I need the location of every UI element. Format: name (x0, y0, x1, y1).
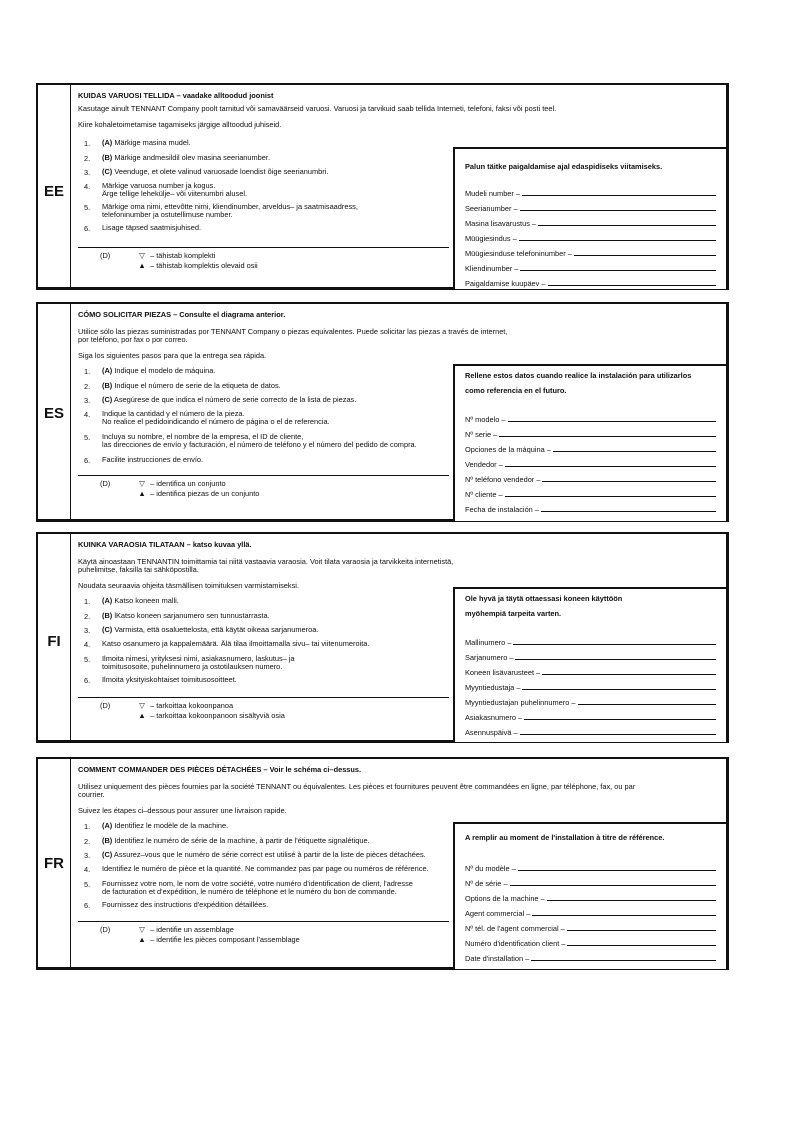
form-field[interactable] (465, 410, 716, 424)
field-input-line[interactable] (567, 945, 716, 946)
step-text (102, 168, 328, 176)
field-label: Koneen lisävarusteet – (465, 668, 541, 677)
step-text (102, 640, 369, 648)
divider (78, 921, 449, 922)
form-field[interactable] (465, 214, 716, 228)
installation-record-form (453, 364, 728, 521)
step-line-1: Assurez–vous que le numéro de série correct est utilisé à partir de la liste de pièces détachées. (112, 850, 426, 859)
step-line-2: de facturation et d'expédition, le numéro de téléphone et le numéro du bon de commande. (102, 887, 397, 897)
step-text (102, 154, 270, 162)
step-label: (A) (102, 821, 113, 830)
field-input-line[interactable] (518, 870, 716, 871)
language-code: FR (44, 855, 64, 872)
field-label: Opciones de la máquina – (465, 445, 551, 454)
step-number: 5. (84, 655, 91, 664)
legend-assembly-text: – tarkoittaa kokoonpanoa (150, 701, 234, 710)
step-line-1: Lisage täpsed saatmisjuhised. (102, 223, 202, 232)
field-input-line[interactable] (522, 195, 716, 196)
form-title: Rellene estos datos cuando realice la instalación para utilizarlos (465, 371, 692, 380)
legend-key: (D) (100, 479, 111, 488)
step-label: (A) (102, 366, 113, 375)
section-ee (36, 83, 729, 290)
field-input-line[interactable] (542, 674, 716, 675)
field-input-line[interactable] (578, 704, 716, 705)
legend-assembly-text: – identifica un conjunto (150, 479, 226, 488)
step-line-1: Fournissez des instructions d'expédition détaillées. (102, 900, 269, 909)
intro-text: Käytä ainoastaan TENNANTIN toimittamia tai niitä vastaavia varaosia. Voit tilata varaosia ja tarvikkeita internetistä, (78, 557, 454, 566)
legend-assembly-text: – identifie un assemblage (150, 925, 234, 934)
legend-key: (D) (100, 701, 111, 710)
step-number: 2. (84, 612, 91, 621)
field-label: Sarjanumero – (465, 653, 514, 662)
field-input-line[interactable] (510, 885, 716, 886)
step-number: 4. (84, 640, 91, 649)
lead-text: Suivez les étapes ci–dessous pour assurer une livraison rapide. (78, 806, 287, 815)
step-number: 5. (84, 203, 91, 212)
form-title: como referencia en el futuro. (465, 386, 567, 395)
step-number: 2. (84, 382, 91, 391)
section-title: KUINKA VARAOSIA TILATAAN – katso kuvaa yllä. (78, 540, 252, 549)
step-text (102, 822, 228, 830)
step-label: (C) (102, 625, 113, 634)
field-label: Agent commercial – (465, 909, 531, 918)
legend-row-parts (136, 489, 259, 498)
open-triangle-icon: ▽ (139, 479, 145, 488)
field-label: Fecha de instalación – (465, 505, 539, 514)
step-label: (C) (102, 850, 113, 859)
form-field[interactable] (465, 199, 716, 213)
field-input-line[interactable] (542, 481, 716, 482)
field-input-line[interactable] (522, 689, 716, 690)
step-number: 3. (84, 626, 91, 635)
form-field[interactable] (465, 229, 716, 243)
form-field[interactable] (465, 874, 716, 888)
form-field[interactable] (465, 648, 716, 662)
step-number: 1. (84, 367, 91, 376)
lead-text: Noudata seuraavia ohjeita täsmällisen toimituksen varmistamiseksi. (78, 581, 299, 590)
field-input-line[interactable] (531, 960, 716, 961)
field-label: Mudeli number – (465, 189, 521, 198)
step-text (102, 367, 215, 375)
field-input-line[interactable] (541, 511, 716, 512)
legend-row-parts (136, 711, 285, 720)
step-line-2: toimitusosoite, puhelinnumero ja ostotilauksen numero. (102, 662, 283, 672)
step-number: 3. (84, 851, 91, 860)
legend-parts-text: – identifica piezas de un conjunto (150, 489, 260, 498)
form-field[interactable] (465, 919, 716, 933)
step-label: (A) (102, 138, 113, 147)
step-text (102, 382, 281, 390)
step-text (102, 626, 318, 634)
step-line-1: Identifiez le numéro de pièce et la quantité. Ne commandez pas par page ou numéros de référence. (102, 864, 429, 873)
form-field[interactable] (465, 934, 716, 948)
intro-text: puhelimitse, faksilla tai sähköpostilla. (78, 565, 199, 575)
step-line-1: Katso koneen malli. (112, 596, 179, 605)
field-input-line[interactable] (515, 659, 716, 660)
step-number: 4. (84, 182, 91, 191)
field-label: Nº du modèle – (465, 864, 516, 873)
intro-text: Utilice sólo las piezas suministradas por TENNANT Company o piezas equivalentes. Puede solicitar las piezas a través de internet, (78, 327, 508, 336)
step-text (102, 224, 201, 232)
legend-parts-text: – tähistab komplektis olevaid osii (150, 261, 258, 270)
legend-row-assembly (136, 251, 215, 260)
field-input-line[interactable] (519, 240, 716, 241)
field-label: Paigaldamise kuupäev – (465, 279, 546, 288)
step-line-2: telefoninumber ja ostutellimuse number. (102, 210, 233, 220)
step-line-1: Ilmoita yksityiskohtaiset toimitusosoitteet. (102, 675, 237, 684)
step-line-1: Identifiez le numéro de série de la machine, à partir de l'étiquette signalétique. (112, 836, 370, 845)
step-number: 6. (84, 456, 91, 465)
step-text (102, 676, 237, 684)
field-input-line[interactable] (553, 451, 716, 452)
legend-key: (D) (100, 925, 111, 934)
section-es (36, 302, 729, 522)
field-label: Asennuspäivä – (465, 728, 518, 737)
step-text (102, 612, 270, 620)
step-label: (B) (102, 611, 113, 620)
legend-row-assembly (136, 925, 234, 934)
step-line-1: Märkige oma nimi, ettevõtte nimi, kliendinumber, arveldus– ja saatmisaadress, (102, 202, 358, 211)
language-code: FI (47, 633, 61, 650)
field-label: Asiakasnumero – (465, 713, 523, 722)
open-triangle-icon: ▽ (139, 925, 145, 934)
intro-text: Utilisez uniquement des pièces fournies par la société TENNANT ou équivalentes. Les pièces et fournitures peuvent être commandées en ligne, par téléphone, fax, ou par (78, 782, 636, 791)
field-label: Seerianumber – (465, 204, 518, 213)
legend-row-assembly (136, 479, 226, 488)
step-text (102, 410, 330, 427)
field-label: Mallinumero – (465, 638, 512, 647)
filled-triangle-icon: ▲ (138, 711, 146, 720)
field-label: Date d'installation – (465, 954, 530, 963)
language-column (38, 759, 71, 967)
field-input-line[interactable] (538, 225, 716, 226)
divider (78, 697, 449, 698)
language-code: ES (43, 405, 64, 422)
step-text (102, 182, 247, 199)
step-line-1: Katso osanumero ja kappalemäärä. Älä tilaa ilmoittamalla sivu– tai viitenumeroita. (102, 639, 370, 648)
field-label: Nº serie – (465, 430, 498, 439)
intro-text: por teléfono, por fax o por correo. (78, 335, 188, 345)
step-number: 3. (84, 168, 91, 177)
step-number: 2. (84, 837, 91, 846)
form-field[interactable] (465, 259, 716, 273)
step-number: 4. (84, 865, 91, 874)
filled-triangle-icon: ▲ (138, 489, 146, 498)
field-input-line[interactable] (508, 421, 717, 422)
step-line-1: Fournissez votre nom, le nom de votre société, votre numéro d'identification de client, l'adresse (102, 879, 413, 888)
lead-text: Kiire kohaletoimetamise tagamiseks järgige alltoodud juhiseid. (78, 120, 282, 129)
section-fi (36, 532, 729, 743)
form-field[interactable] (465, 470, 716, 484)
step-text (102, 203, 358, 220)
step-text (102, 851, 426, 859)
legend-row-assembly (136, 701, 233, 710)
form-field[interactable] (465, 663, 716, 677)
language-column (38, 85, 71, 287)
form-title: A remplir au moment de l'installation à titre de référence. (465, 833, 665, 842)
field-label: Nº tél. de l'agent commercial – (465, 924, 565, 933)
field-input-line[interactable] (532, 915, 716, 916)
field-label: Nº de série – (465, 879, 508, 888)
installation-record-form (453, 822, 728, 969)
step-text (102, 456, 203, 464)
form-field[interactable] (465, 889, 716, 903)
step-label: (C) (102, 167, 113, 176)
step-number: 1. (84, 597, 91, 606)
field-label: Numéro d'identification client – (465, 939, 566, 948)
installation-record-form (453, 587, 728, 742)
step-number: 1. (84, 822, 91, 831)
form-field[interactable] (465, 455, 716, 469)
legend-parts-text: – tarkoittaa kokoonpanoon sisältyviä osia (150, 711, 285, 720)
field-input-line[interactable] (548, 285, 716, 286)
step-number: 6. (84, 676, 91, 685)
step-number: 6. (84, 901, 91, 910)
filled-triangle-icon: ▲ (138, 261, 146, 270)
field-input-line[interactable] (567, 930, 716, 931)
form-field[interactable] (465, 678, 716, 692)
step-line-1: Märkige andmesildil olev masina seerianumber. (112, 153, 271, 162)
form-field[interactable] (465, 949, 716, 963)
step-number: 3. (84, 396, 91, 405)
field-input-line[interactable] (520, 734, 716, 735)
step-line-1: Asegúrese de que indica el número de serie correcto de la lista de piezas. (112, 395, 357, 404)
legend-row-parts (136, 935, 300, 944)
form-title: Ole hyvä ja täytä ottaessasi koneen käyttöön (465, 594, 623, 603)
step-line-2: No realice el pedidoindicando el número de página o el de referencia. (102, 417, 330, 427)
form-field[interactable] (465, 904, 716, 918)
step-line-1: Märkige varuosa number ja kogus. (102, 181, 216, 190)
language-column (38, 304, 71, 519)
field-label: Myyntiedustajan puhelinnumero – (465, 698, 576, 707)
section-title: CÓMO SOLICITAR PIEZAS – Consulte el diagrama anterior. (78, 310, 286, 319)
step-number: 4. (84, 410, 91, 419)
step-number: 5. (84, 880, 91, 889)
language-column (38, 534, 71, 740)
form-field[interactable] (465, 723, 716, 737)
lead-text: Siga los siguientes pasos para que la entrega sea rápida. (78, 351, 267, 360)
step-number: 2. (84, 154, 91, 163)
form-field[interactable] (465, 485, 716, 499)
legend-key: (D) (100, 251, 111, 260)
step-label: (B) (102, 153, 113, 162)
intro-text: Kasutage ainult TENNANT Company poolt tarnitud või samaväärseid varuosi. Varuosi ja tarvikuid saab tellida Interneti, telefoni, faksi või posti teel. (78, 104, 557, 113)
field-input-line[interactable] (505, 466, 716, 467)
field-input-line[interactable] (524, 719, 716, 720)
step-text (102, 597, 179, 605)
step-text (102, 396, 356, 404)
form-title: myöhempiä tarpeita varten. (465, 609, 562, 618)
field-label: Nº teléfono vendedor – (465, 475, 541, 484)
field-input-line[interactable] (574, 255, 716, 256)
form-field[interactable] (465, 500, 716, 514)
form-field[interactable] (465, 184, 716, 198)
step-line-1: Indique el número de serie de la etiqueta de datos. (112, 381, 281, 390)
field-input-line[interactable] (547, 900, 716, 901)
open-triangle-icon: ▽ (139, 701, 145, 710)
form-field[interactable] (465, 859, 716, 873)
step-text (102, 139, 191, 147)
field-label: Nº cliente – (465, 490, 503, 499)
step-number: 1. (84, 139, 91, 148)
step-label: (C) (102, 395, 113, 404)
field-input-line[interactable] (499, 436, 716, 437)
step-line-1: Ilmoita nimesi, yrityksesi nimi, asiakasnumero, laskutus– ja (102, 654, 295, 663)
form-field[interactable] (465, 633, 716, 647)
filled-triangle-icon: ▲ (138, 935, 146, 944)
field-label: Options de la machine – (465, 894, 545, 903)
language-code: EE (43, 183, 64, 200)
form-field[interactable] (465, 425, 716, 439)
step-text (102, 901, 268, 909)
section-title: COMMENT COMMANDER DES PIÈCES DÉTACHÉES – Voir le schéma ci–dessus. (78, 765, 362, 774)
field-input-line[interactable] (520, 210, 716, 211)
step-number: 5. (84, 433, 91, 442)
step-line-1: Veenduge, et olete valinud varuosade loendist õige seerianumbri. (112, 167, 329, 176)
divider (78, 475, 449, 476)
step-text (102, 655, 295, 672)
form-field[interactable] (465, 244, 716, 258)
legend-row-parts (136, 261, 258, 270)
step-label: (B) (102, 836, 113, 845)
field-label: Myyntiedustaja – (465, 683, 521, 692)
field-input-line[interactable] (513, 644, 716, 645)
step-text (102, 433, 417, 450)
divider (78, 247, 449, 248)
form-field[interactable] (465, 440, 716, 454)
step-number: 6. (84, 224, 91, 233)
step-line-1: Facilite instrucciones de envío. (102, 455, 204, 464)
installation-record-form (453, 147, 728, 289)
field-label: Vendedor – (465, 460, 503, 469)
step-line-1: Varmista, että osaluettelosta, että käytät oikeaa sarjanumeroa. (112, 625, 319, 634)
legend-assembly-text: – tähistab komplekti (150, 251, 216, 260)
intro-text: courrier. (78, 790, 105, 800)
step-text (102, 837, 370, 845)
step-label: (A) (102, 596, 113, 605)
step-line-2: Ärge tellige lehekülje– või viitenumbri alusel. (102, 189, 248, 199)
section-title: KUIDAS VARUOSI TELLIDA – vaadake alltoodud joonist (78, 91, 274, 100)
form-title: Palun täitke paigaldamise ajal edaspidiseks viitamiseks. (465, 162, 663, 171)
field-label: Masina lisavarustus – (465, 219, 537, 228)
field-input-line[interactable] (505, 496, 716, 497)
step-label: (B) (102, 381, 113, 390)
legend-parts-text: – identifie les pièces composant l'assemblage (150, 935, 300, 944)
step-line-1: Indique la cantidad y el número de la pieza. (102, 409, 245, 418)
step-line-1: lKatso koneen sarjanumero sen tunnustarrasta. (112, 611, 270, 620)
field-label: Kliendinumber – (465, 264, 519, 273)
field-label: Nº modelo – (465, 415, 506, 424)
step-line-2: las direcciones de envío y facturación, el número de teléfono y el número del pedido de compra. (102, 440, 417, 450)
form-field[interactable] (465, 708, 716, 722)
step-line-1: Märkige masina mudel. (112, 138, 191, 147)
field-label: Müügiesinduse telefoninumber – (465, 249, 572, 258)
form-field[interactable] (465, 693, 716, 707)
step-line-1: Identifiez le modèle de la machine. (112, 821, 229, 830)
open-triangle-icon: ▽ (139, 251, 145, 260)
field-input-line[interactable] (520, 270, 716, 271)
field-label: Müügiesindus – (465, 234, 517, 243)
section-fr (36, 757, 729, 970)
step-text (102, 865, 429, 873)
form-field[interactable] (465, 274, 716, 288)
step-line-1: Incluya su nombre, el nombre de la empresa, el ID de cliente, (102, 432, 304, 441)
step-line-1: Indique el modelo de máquina. (112, 366, 216, 375)
step-text (102, 880, 413, 897)
